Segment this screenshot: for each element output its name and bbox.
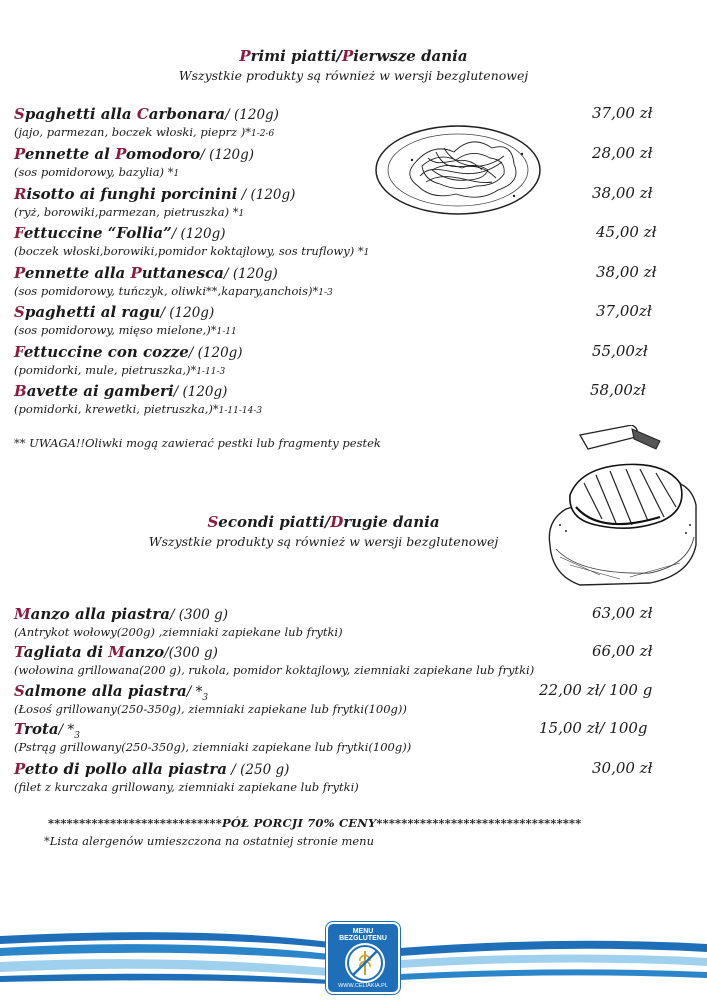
menu-item-name: Pennette al Pomodoro: [14, 145, 201, 163]
wheat-crossed-icon: [345, 943, 385, 983]
menu-item-description: (pomidorki, mule, pietruszka,)*1-11-3: [14, 363, 226, 377]
menu-item-description: (ryż, borowiki,parmezan, pietruszka) *1: [14, 205, 245, 219]
menu-item-allergen: 3: [74, 731, 80, 742]
menu-item-price: 22,00 zł/ 100 g: [539, 681, 653, 699]
menu-item: [14, 381, 674, 416]
menu-item-allergen: 1-2-6: [251, 129, 275, 139]
menu-item-description: (wołowina grillowana(200 g), rukola, pomidor koktajlowy, ziemniaki zapiekane lub frytki): [14, 663, 535, 677]
menu-item: [14, 642, 674, 677]
menu-item-weight: / (120g): [237, 187, 296, 203]
steak-board-illustration: [540, 425, 700, 595]
menu-item-allergen: 1-11: [216, 327, 237, 337]
menu-item-name: Fettuccine “Follia”: [14, 224, 172, 242]
pasta-plate-illustration: [372, 112, 552, 220]
menu-item-allergen: 1: [238, 209, 245, 219]
menu-item-name: Pennette alla Puttanesca: [14, 264, 224, 282]
menu-item-description: (filet z kurczaka grillowany, ziemniaki zapiekane lub frytki): [14, 780, 359, 794]
menu-item: [14, 263, 674, 298]
menu-item-name: Spaghetti al ragu: [14, 303, 161, 321]
menu-item: [14, 223, 674, 258]
menu-item: [14, 604, 674, 639]
menu-item-description: (Pstrąg grillowany(250-350g), ziemniaki zapiekane lub frytki(100g)): [14, 740, 412, 754]
menu-item-weight: / *: [186, 684, 203, 700]
menu-item-price: 30,00 zł: [592, 759, 653, 777]
menu-item-weight: / *: [58, 722, 75, 738]
menu-item: [14, 342, 674, 377]
menu-item-price: 37,00 zł: [592, 104, 653, 122]
menu-item: [14, 759, 674, 794]
gluten-free-logo-icon: MENU BEZGLUTENU WWW.CELIAKIA.PL: [326, 922, 400, 994]
menu-item: [14, 719, 674, 754]
menu-item-name: Tagliata di Manzo: [14, 643, 165, 661]
menu-item-description: (jajo, parmezan, boczek włoski, pieprz )*1-2-6: [14, 125, 275, 139]
menu-item-name: Petto di pollo alla piastra: [14, 760, 228, 778]
secondi-header: [0, 513, 707, 549]
menu-item: [14, 144, 674, 179]
menu-item-allergen: 1-3: [318, 288, 333, 298]
menu-item-price: 28,00 zł: [592, 144, 653, 162]
menu-item-price: 37,00zł: [596, 302, 652, 320]
menu-item-price: 38,00 zł: [596, 263, 657, 281]
menu-item-weight: / (250 g): [227, 762, 290, 778]
primi-subtitle: Wszystkie produkty są również w wersji bezglutenowej: [178, 68, 529, 83]
menu-item-allergen: 3: [202, 693, 209, 704]
menu-item-price: 66,00 zł: [592, 642, 653, 660]
menu-item-description: (Antrykot wołowy(200g) ,ziemniaki zapiekane lub frytki): [14, 625, 343, 639]
menu-item: [14, 184, 674, 219]
menu-item-description: (pomidorki, krewetki, pietruszka,)*1-11-14-3: [14, 402, 263, 416]
menu-item-weight: / (120g): [188, 345, 243, 361]
menu-item-description: (sos pomidorowy, bazylia) *1: [14, 165, 180, 179]
half-portion-note: ****************************PÓŁ PORCJI 70% CENY*********************************: [48, 816, 582, 830]
menu-item-description: (sos pomidorowy, tuńczyk, oliwki**,kapary,anchois)*1-3: [14, 284, 333, 298]
menu-item-name: Bavette ai gamberi: [14, 382, 174, 400]
secondi-subtitle: Wszystkie produkty są również w wersji bezglutenowej: [148, 534, 499, 549]
menu-item-price: 58,00zł: [590, 381, 646, 399]
menu-item-description: (boczek włoski,borowiki,pomidor koktajlowy, sos truflowy) *1: [14, 244, 370, 258]
menu-item-weight: / (120g): [173, 384, 228, 400]
menu-item-allergen: 1-11-14-3: [218, 406, 263, 416]
menu-item: [14, 681, 674, 716]
menu-item-price: 63,00 zł: [592, 604, 653, 622]
menu-item-price: 45,00 zł: [596, 223, 657, 241]
menu-item-weight: / (120g): [224, 266, 278, 282]
menu-item-weight: / (120g): [171, 226, 226, 242]
olives-warning: ** UWAGA!!Oliwki mogą zawierać pestki lub fragmenty pestek: [14, 436, 381, 450]
allergen-list-note: *Lista alergenów umieszczona na ostatniej stronie menu: [44, 834, 374, 848]
menu-item-name: Trota: [14, 720, 59, 738]
menu-item-name: Spaghetti alla Carbonara: [14, 105, 226, 123]
menu-item-allergen: 1: [363, 248, 370, 258]
menu-item-price: 55,00zł: [592, 342, 648, 360]
menu-item-description: (sos pomidorowy, mięso mielone,)*1-11: [14, 323, 237, 337]
menu-item-price: 15,00 zł/ 100g: [539, 719, 648, 737]
menu-item-description: (Łosoś grillowany(250-350g), ziemniaki zapiekane lub frytki(100g)): [14, 702, 407, 716]
menu-item-name: Fettuccine con cozze: [14, 343, 189, 361]
primi-header: [0, 47, 707, 83]
menu-item-allergen: 1: [173, 169, 180, 179]
menu-item-weight: / (300 g): [169, 607, 229, 623]
menu-item-price: 38,00 zł: [592, 184, 653, 202]
secondi-title: Secondi piatti/Drugie dania: [207, 513, 440, 531]
menu-item-allergen: 1-11-3: [196, 367, 226, 377]
primi-title: Primi piatti/Pierwsze dania: [239, 47, 468, 65]
menu-item: [14, 302, 674, 337]
menu-item-weight: / (120g): [225, 107, 279, 123]
menu-item-weight: / (120g): [160, 305, 215, 321]
menu-item-name: Risotto ai funghi porcinini: [14, 185, 238, 203]
menu-item-name: Salmone alla piastra: [14, 682, 187, 700]
menu-item-weight: /(300 g): [164, 645, 218, 661]
menu-item-name: Manzo alla piastra: [14, 605, 170, 623]
menu-item: [14, 104, 674, 139]
menu-item-weight: / (120g): [200, 147, 255, 163]
